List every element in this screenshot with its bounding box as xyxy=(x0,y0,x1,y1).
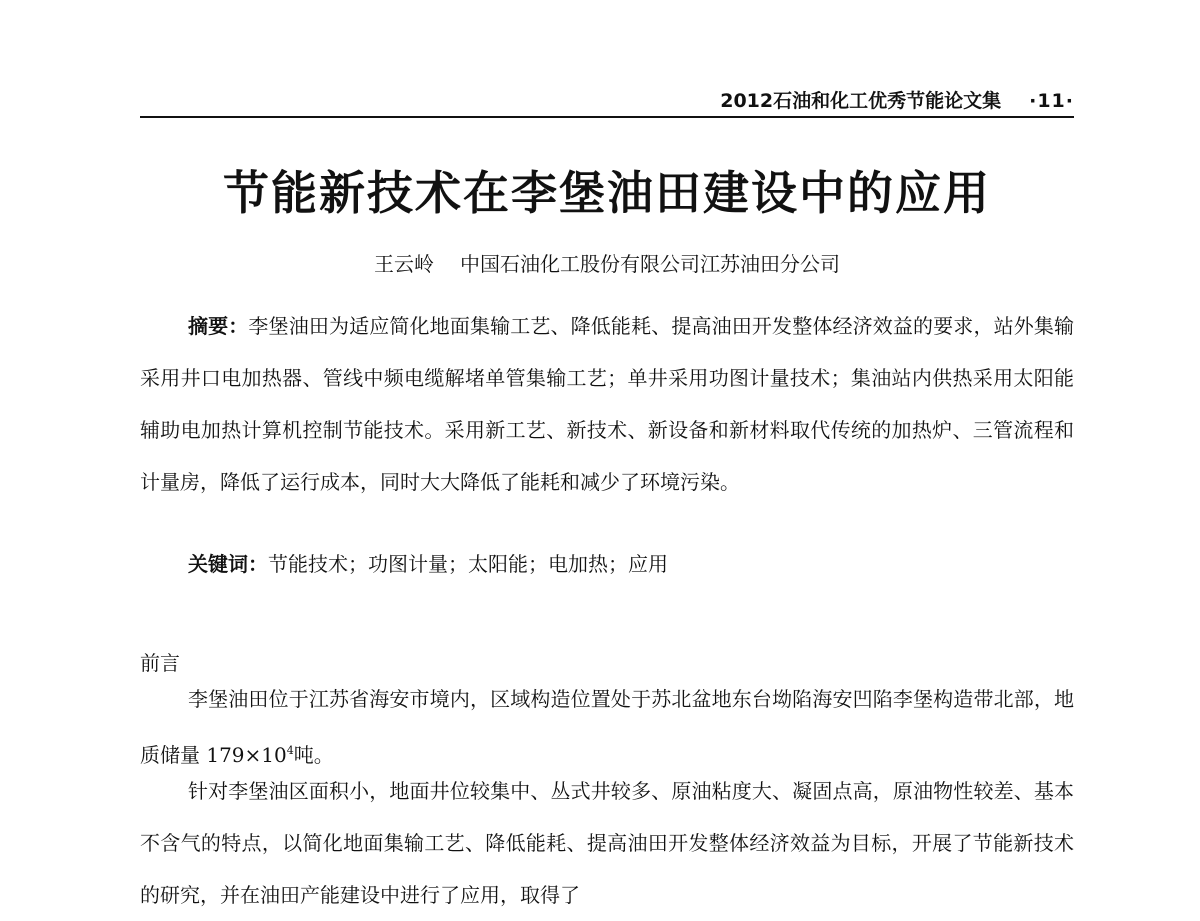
book-title: 2012石油和化工优秀节能论文集 xyxy=(720,90,1002,112)
author-name: 王云岭 xyxy=(374,252,434,276)
author-affiliation: 中国石油化工股份有限公司江苏油田分公司 xyxy=(460,252,840,276)
keywords-text: 节能技术；功图计量；太阳能；电加热；应用 xyxy=(268,552,668,576)
preface-p1-text: 李堡油田位于江苏省海安市境内，区域构造位置处于苏北盆地东台坳陷海安凹陷李堡构造带北部，地质储量 179×10 xyxy=(140,687,1074,767)
abstract-label: 摘要： xyxy=(188,314,249,338)
keywords xyxy=(140,538,1074,590)
exponent: 4 xyxy=(286,744,294,757)
running-header xyxy=(140,86,1074,118)
article-title: 节能新技术在李堡油田建设中的应用 xyxy=(223,166,991,220)
preface-p1-unit: 吨。 xyxy=(293,743,334,767)
page-number: ·11· xyxy=(1029,90,1074,112)
byline xyxy=(140,249,1074,279)
keywords-label: 关键词： xyxy=(188,552,268,576)
abstract-text: 李堡油田为适应简化地面集输工艺、降低能耗、提高油田开发整体经济效益的要求，站外集输采用井口电加热器、管线中频电缆解堵单管集输工艺；单井采用功图计量技术；集油站内供热采用太阳能辅助电加热计算机控制节能技术。采用新工艺、新技术、新设备和新材料取代传统的加热炉、三管流程和计量房，降低了运行成本，同时大大降低了能耗和减少了环境污染。 xyxy=(140,314,1075,494)
abstract xyxy=(140,300,1074,508)
section-heading-preface: 前言 xyxy=(140,651,180,675)
preface-paragraph-2: 针对李堡油区面积小，地面井位较集中、丛式井较多、原油粘度大、凝固点高，原油物性较差、基本不含气的特点，以简化地面集输工艺、降低能耗、提高油田开发整体经济效益为目标，开展了节能新技术的研究，并在油田产能建设中进行了应用，取得了 xyxy=(140,779,1074,907)
